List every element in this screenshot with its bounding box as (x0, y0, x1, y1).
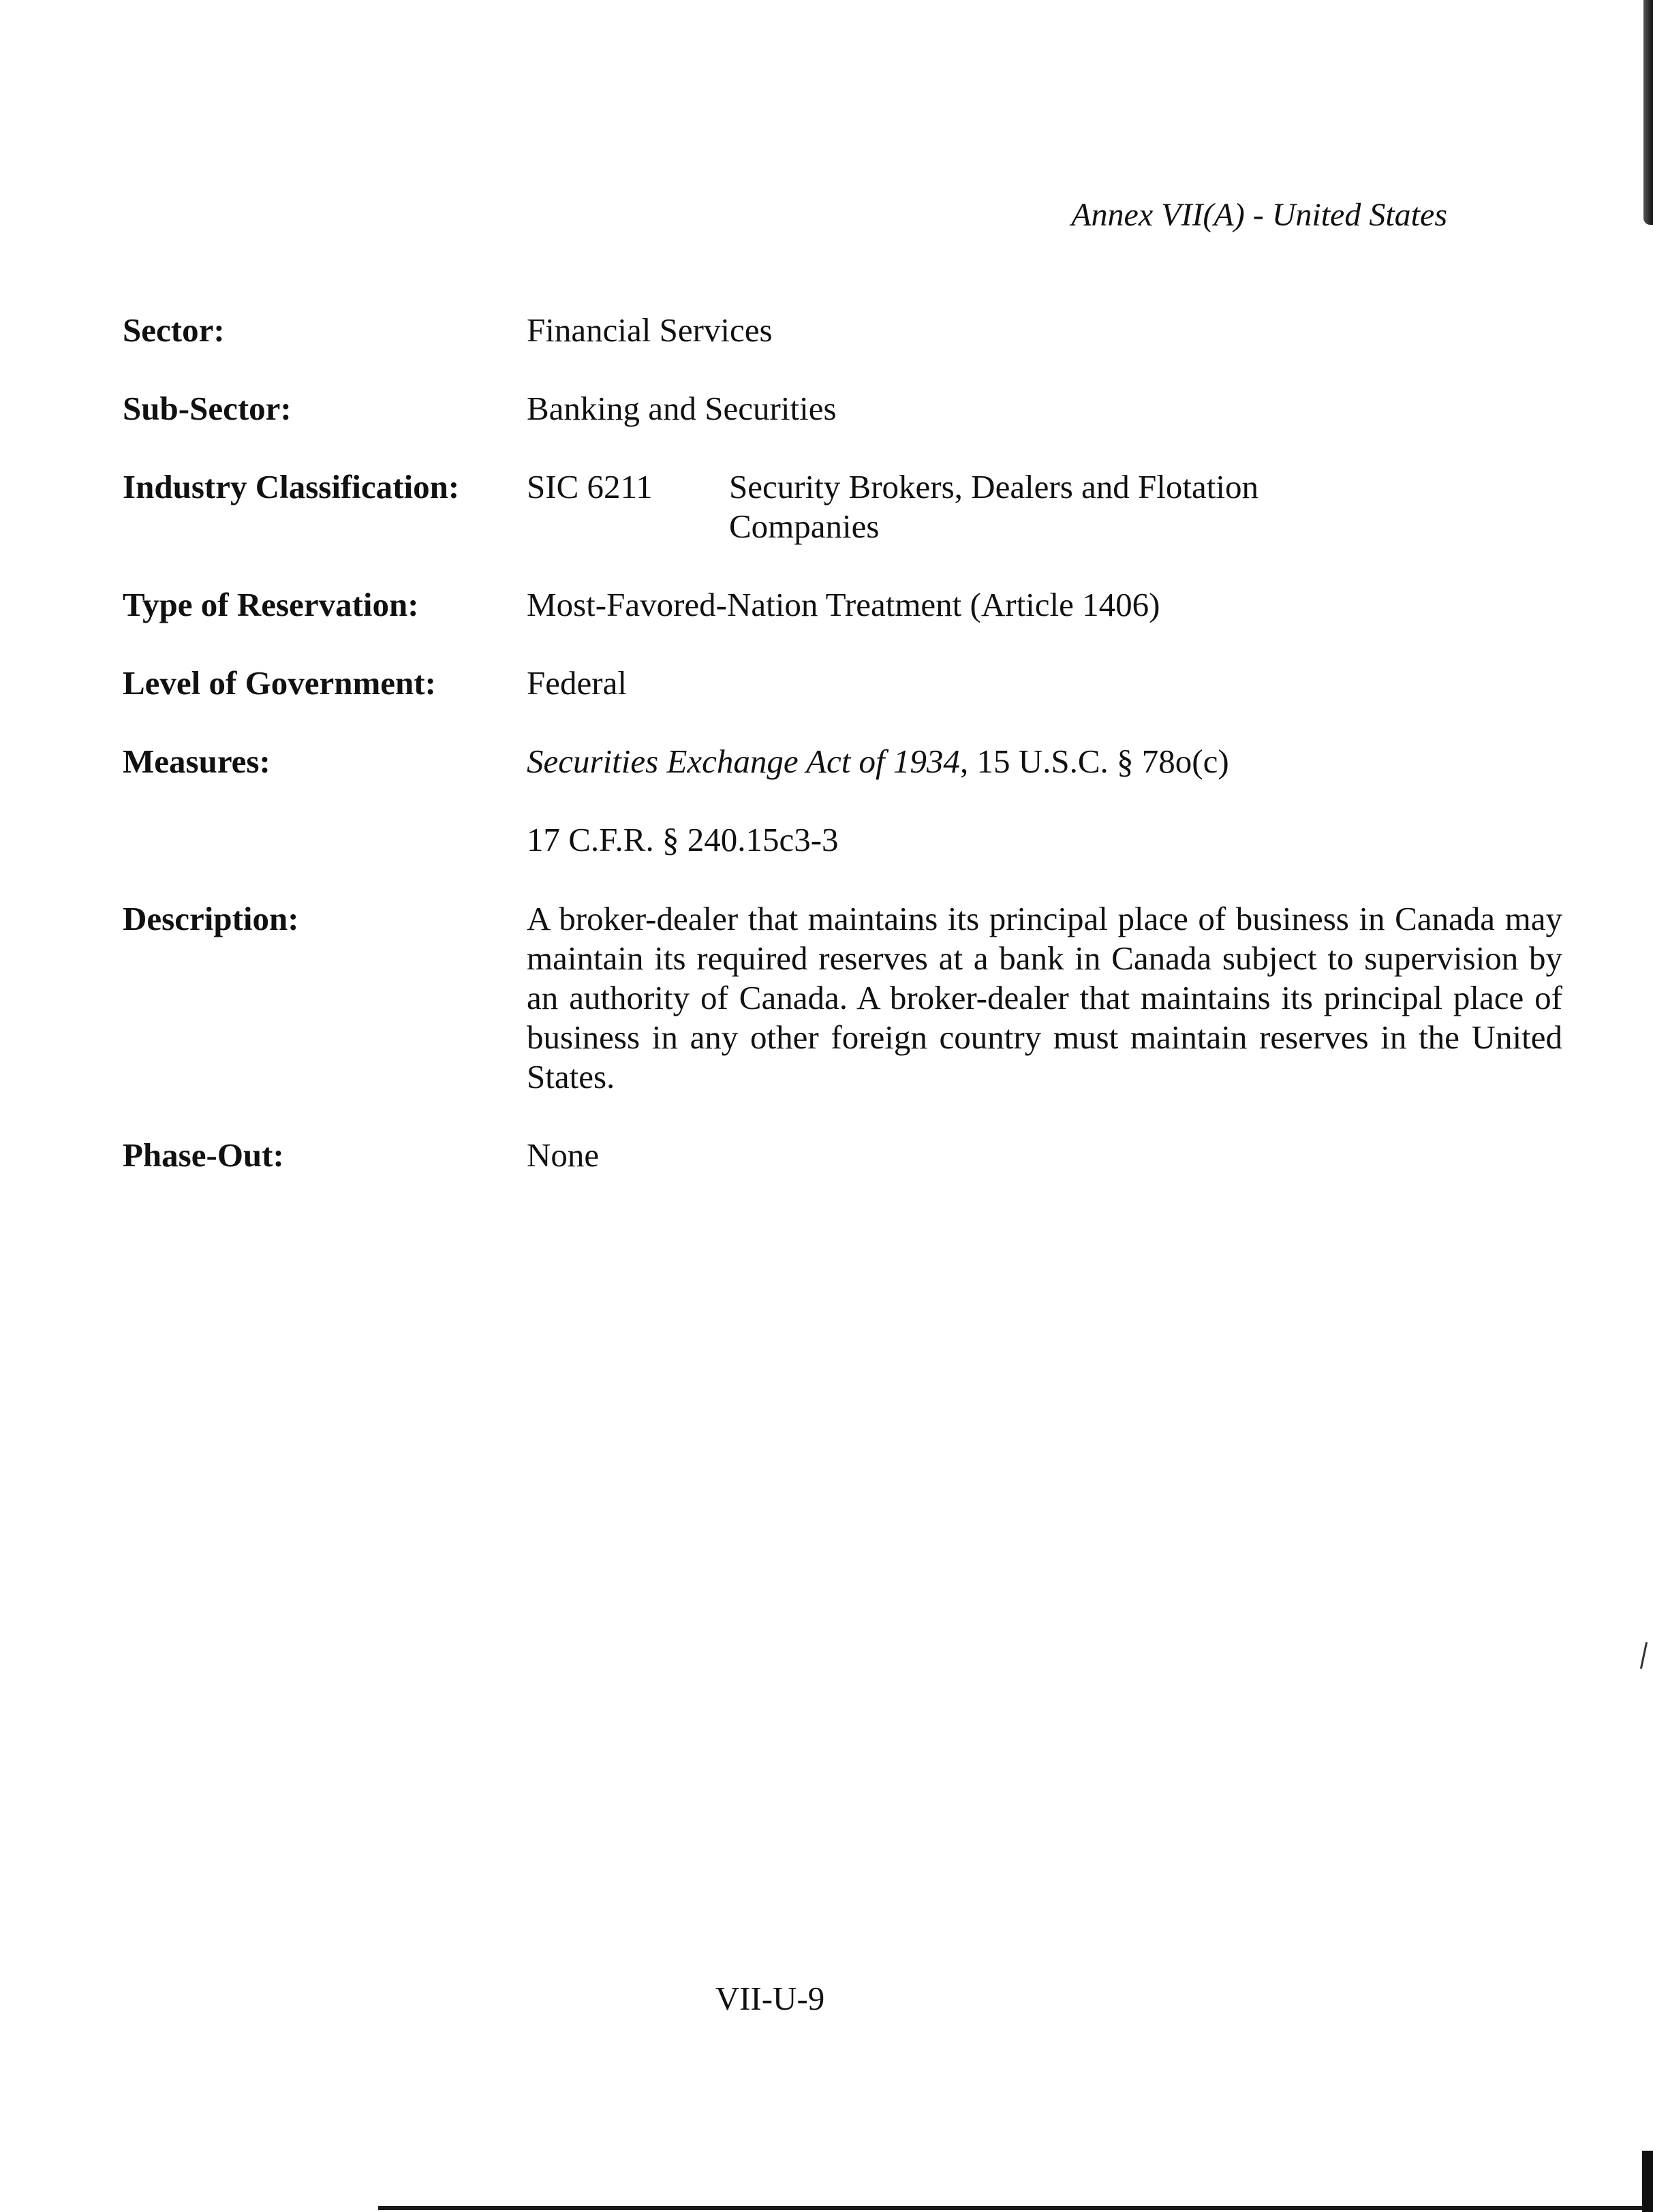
sub-sector-label: Sub-Sector: (123, 390, 292, 427)
sic-description: Security Brokers, Dealers and Flotation Companies (729, 468, 1259, 545)
sub-sector-value: Banking and Securities (527, 390, 837, 427)
sector-label: Sector: (123, 311, 225, 349)
act-name: Securities Exchange Act of 1934 (527, 743, 960, 780)
sector-value: Financial Services (527, 311, 773, 349)
phase-out-label: Phase-Out: (123, 1136, 284, 1174)
measure-regulation: 17 C.F.R. § 240.15c3-3 (527, 821, 839, 858)
scan-edge-mark (1643, 0, 1653, 225)
phase-out-value: None (527, 1136, 600, 1174)
level-of-government-label: Level of Government: (123, 664, 436, 702)
measures-value (527, 742, 1229, 860)
annex-header: Annex VII(A) - United States (1071, 197, 1447, 233)
type-of-reservation-label: Type of Reservation: (123, 586, 419, 623)
description-value: A broker-dealer that maintains its principal place of business in Canada may maintain its required reserves at a bank in Canada subject to supervision by an authority of Canada. A broker-dealer that maintains its principal place of business in any other foreign country must maintain reserves in the United States. (527, 900, 1562, 1095)
description-label: Description: (123, 900, 299, 937)
act-citation: , 15 U.S.C. § 78o(c) (959, 743, 1229, 780)
industry-classification-label: Industry Classification: (123, 468, 460, 505)
scan-corner-mark (1642, 2151, 1653, 2212)
page-number: VII-U-9 (715, 1980, 825, 2017)
scan-stray-mark (1640, 1642, 1648, 1669)
type-of-reservation-value: Most-Favored-Nation Treatment (Article 1406) (527, 586, 1160, 623)
sic-code: SIC 6211 (527, 468, 653, 505)
level-of-government-value: Federal (527, 664, 627, 702)
scan-bottom-edge (378, 2206, 1653, 2210)
measure-act (527, 742, 1229, 781)
measures-label: Measures: (123, 743, 271, 780)
